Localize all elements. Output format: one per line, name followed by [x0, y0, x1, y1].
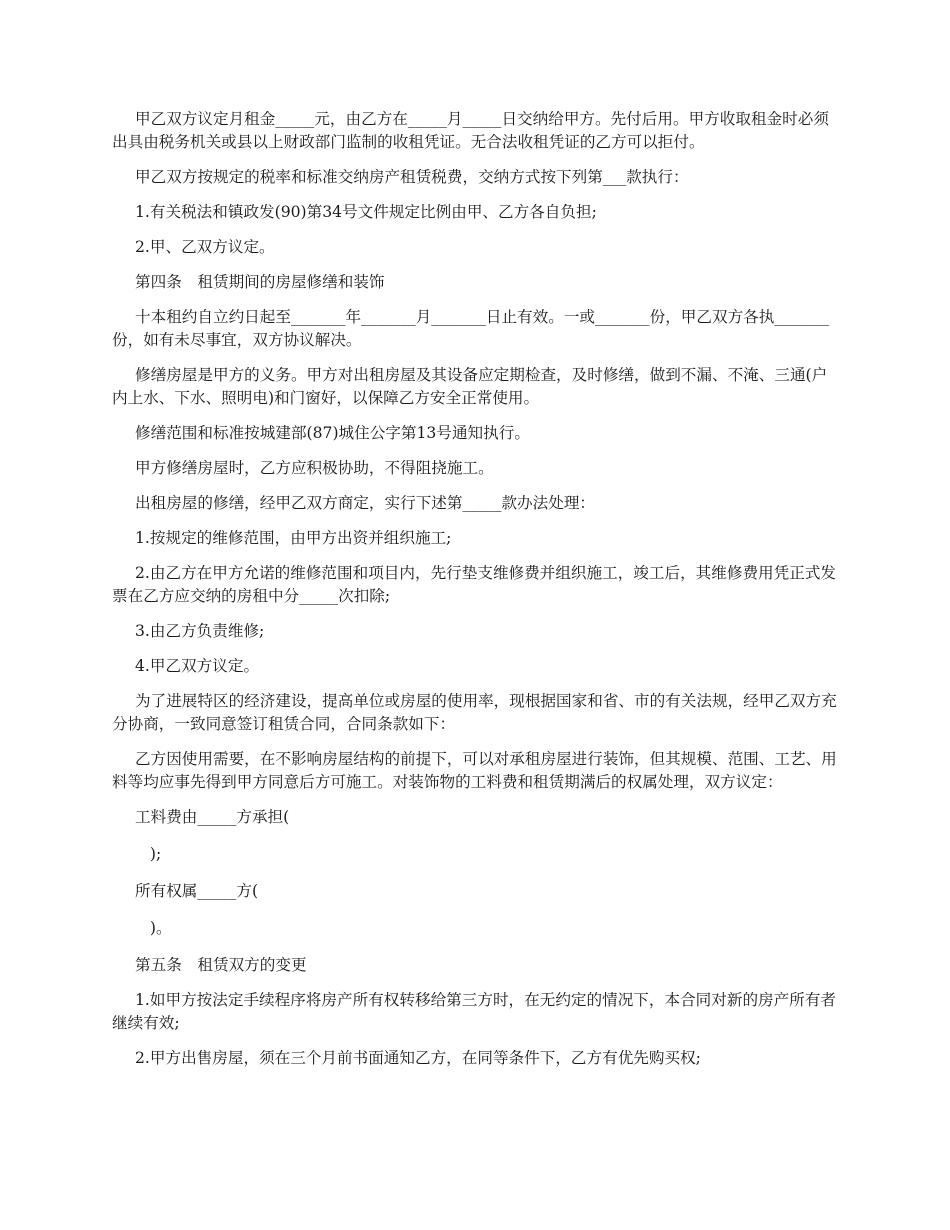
- section-heading-article-4: 第四条 租赁期间的房屋修缮和装饰: [135, 273, 385, 291]
- paragraph-tax-option-1: 1.有关税法和镇政发(90)第34号文件规定比例由甲、乙方各自负担;: [135, 203, 597, 221]
- paragraph-tax-option-2: 2.甲、乙双方议定。: [135, 238, 275, 256]
- paragraph-repair-option-3: 3.由乙方负责维修;: [135, 622, 265, 640]
- paragraph-repair-option-2: 2.由乙方在甲方允诺的维修范围和项目内，先行垫支维修费并组织施工，竣工后，其维修费用凭正式发票在乙方应交纳的房租中分_____次扣除;: [112, 564, 837, 605]
- paragraph-ownership: 所有权属_____方(: [135, 882, 259, 900]
- contract-document: [112, 108, 842, 1082]
- paragraph-repair-option-4: 4.甲乙双方议定。: [135, 657, 260, 675]
- paragraph-ownership-close: )。: [135, 919, 172, 937]
- paragraph-repair-option-1: 1.按规定的维修范围，由甲方出资并组织施工;: [135, 529, 452, 547]
- paragraph-decoration: 乙方因使用需要，在不影响房屋结构的前提下，可以对承租房屋进行装饰，但其规模、范围、工艺、用料等均应事先得到甲方同意后方可施工。对装饰物的工料费和租赁期满后的权属处理，双方议定：: [112, 750, 837, 791]
- paragraph-rent-payment: 甲乙双方议定月租金_____元，由乙方在_____月_____日交纳给甲方。先付后用。甲方收取租金时必须出具由税务机关或县以上财政部门监制的收租凭证。无合法收租凭证的乙方可以拒付。: [112, 110, 829, 151]
- paragraph-repair-standard: 修缮范围和标准按城建部(87)城住公字第13号通知执行。: [135, 424, 530, 442]
- paragraph-material-cost-close: );: [135, 845, 162, 863]
- paragraph-repair-cooperation: 甲方修缮房屋时，乙方应积极协助，不得阻挠施工。: [135, 459, 494, 477]
- paragraph-repair-duty: 修缮房屋是甲方的义务。甲方对出租房屋及其设备应定期检查，及时修缮，做到不漏、不淹、三通(户内上水、下水、照明电)和门窗好，以保障乙方安全正常使用。: [112, 366, 828, 407]
- paragraph-sale-notice: 2.甲方出售房屋，须在三个月前书面通知乙方，在同等条件下，乙方有优先购买权;: [135, 1049, 701, 1067]
- paragraph-validity-period: 十本租约自立约日起至_______年_______月_______日止有效。一或_______份，甲乙双方各执_______份，如有未尽事宜，双方协议解决。: [112, 308, 829, 349]
- paragraph-tax-method: 甲乙双方按规定的税率和标准交纳房产租赁税费，交纳方式按下列第___款执行：: [135, 168, 689, 186]
- paragraph-contract-purpose: 为了进展特区的经济建设，提高单位或房屋的使用率，现根据国家和省、市的有关法规，经甲乙双方充分协商，一致同意签订租赁合同，合同条款如下：: [112, 692, 837, 733]
- paragraph-material-cost: 工料费由_____方承担(: [135, 808, 290, 826]
- section-heading-article-5: 第五条 租赁双方的变更: [135, 956, 307, 974]
- paragraph-repair-method: 出租房屋的修缮，经甲乙双方商定，实行下述第_____款办法处理：: [135, 494, 596, 512]
- paragraph-ownership-transfer: 1.如甲方按法定手续程序将房产所有权转移给第三方时，在无约定的情况下，本合同对新的房产所有者继续有效;: [112, 991, 837, 1032]
